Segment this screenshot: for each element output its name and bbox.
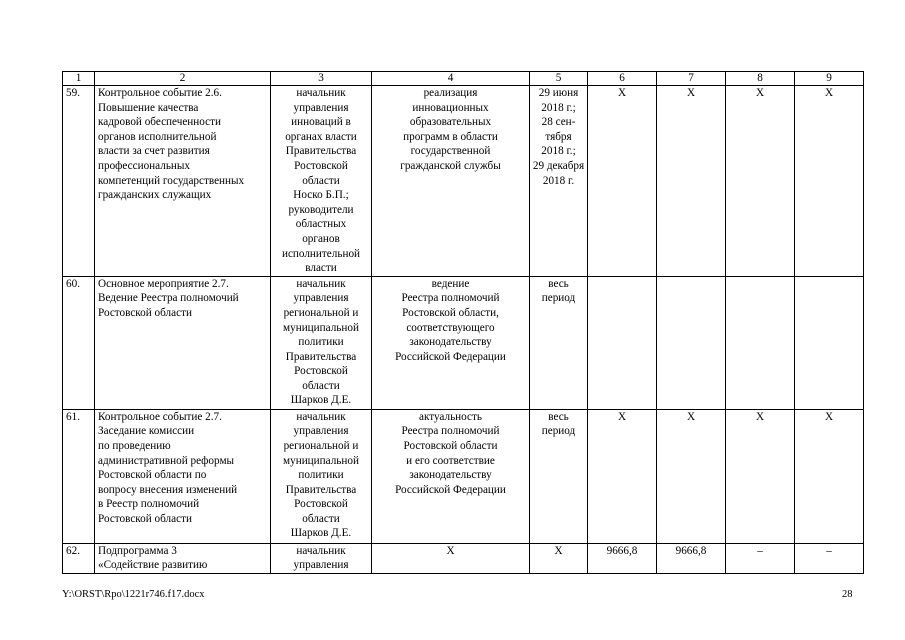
header-cell: 2 (95, 72, 271, 86)
value-col-6 (588, 276, 657, 409)
deadline (530, 543, 588, 573)
cell-line: Х (446, 544, 455, 557)
cell-line: власти за счет развития (98, 145, 210, 158)
table-row (63, 409, 864, 543)
cell-line: области (302, 512, 340, 525)
cell-line: Ростовской (294, 365, 348, 378)
cell-line: региональной и (283, 306, 359, 319)
cell-line: Контрольное событие 2.6. (98, 87, 222, 99)
value-col-6: 9666,8 (588, 543, 657, 573)
cell-line: административной реформы (98, 454, 235, 467)
cell-line: Ведение Реестра полномочий (98, 292, 239, 305)
cell-line: начальник (296, 277, 346, 290)
cell-line: Ростовской области, (402, 306, 499, 319)
cell-line: Ростовской области по (98, 469, 207, 482)
cell-line: 2018 г. (542, 174, 575, 187)
cell-line: компетенций государственных (98, 174, 245, 187)
cell-line: 2018 г.; (541, 101, 576, 114)
cell-line: соответствующего (406, 321, 495, 334)
cell-line: Шарков Д.Е. (290, 394, 352, 407)
value-col-9: – (795, 543, 864, 573)
cell-line: законодательству (409, 336, 492, 349)
value-col-6: Х (588, 409, 657, 543)
cell-line: профессиональных (98, 159, 191, 172)
value-col-7: 9666,8 (657, 543, 726, 573)
value-col-9: Х (795, 409, 864, 543)
header-cell: 7 (657, 72, 726, 86)
cell-line: гражданских служащих (98, 189, 212, 202)
cell-line: Ростовской области (98, 306, 192, 319)
cell-line: органах власти (285, 130, 357, 143)
cell-line: начальник (296, 544, 346, 557)
cell-line: Носко Б.П.; (293, 189, 349, 202)
expected-result (372, 276, 530, 409)
cell-line: законодательству (409, 469, 492, 482)
header-cell: 5 (530, 72, 588, 86)
cell-line: начальник (296, 87, 346, 99)
cell-line: органов исполнительной (98, 130, 217, 143)
cell-line: Х (554, 544, 563, 557)
cell-line: Заседание комиссии (98, 425, 195, 438)
cell-line: Реестра полномочий (401, 425, 500, 438)
cell-line: области (302, 174, 340, 187)
cell-line: Ростовской области (98, 512, 192, 525)
cell-line: политики (298, 469, 344, 482)
expected-result (372, 543, 530, 573)
cell-line: Ростовской (294, 159, 348, 172)
event-name (95, 86, 271, 277)
cell-line: по проведению (98, 439, 171, 452)
cell-line: Российской Федерации (395, 483, 506, 496)
row-number: 60. (63, 276, 95, 409)
cell-line: Подпрограмма 3 (98, 544, 177, 557)
cell-line: Реестра полномочий (401, 292, 500, 305)
responsible-person (271, 276, 372, 409)
deadline (530, 86, 588, 277)
cell-line: вопросу внесения изменений (98, 483, 238, 496)
cell-line: период (541, 292, 576, 305)
cell-line: областных (295, 218, 347, 231)
cell-line: Российской Федерации (395, 350, 506, 363)
page-number: 28 (842, 589, 853, 600)
cell-line: Контрольное событие 2.7. (98, 410, 222, 423)
event-name (95, 543, 271, 573)
expected-result (372, 409, 530, 543)
expected-result (372, 86, 530, 277)
cell-line: в Реестр полномочий (98, 498, 200, 511)
cell-line: образовательных (409, 116, 492, 129)
cell-line: весь (548, 410, 569, 423)
deadline (530, 409, 588, 543)
cell-line: управления (293, 425, 349, 438)
cell-line: инновационных (412, 101, 489, 114)
header-cell: 9 (795, 72, 864, 86)
cell-line: Правительства (285, 350, 357, 363)
value-col-7: Х (657, 86, 726, 277)
cell-line: муниципальной (283, 321, 359, 334)
value-col-8: Х (726, 409, 795, 543)
document-file-path: Y:\ORST\Rpo\1221r746.f17.docx (62, 589, 205, 600)
document-page (62, 71, 864, 574)
cell-line: региональной и (283, 439, 359, 452)
cell-line: Повышение качества (98, 101, 199, 114)
value-col-8: Х (726, 86, 795, 277)
cell-line: управления (293, 559, 349, 572)
row-number: 61. (63, 409, 95, 543)
cell-line: органов (302, 232, 340, 245)
cell-line: управления (293, 292, 349, 305)
header-cell: 6 (588, 72, 657, 86)
value-col-7 (657, 276, 726, 409)
cell-line: тября (545, 130, 572, 143)
value-col-7: Х (657, 409, 726, 543)
cell-line: период (541, 425, 576, 438)
cell-line: Правительства (285, 483, 357, 496)
cell-line: Основное мероприятие 2.7. (98, 277, 229, 290)
header-cell: 4 (372, 72, 530, 86)
cell-line: «Содействие развитию (98, 559, 208, 572)
cell-line: государственной (410, 145, 491, 158)
header-cell: 8 (726, 72, 795, 86)
header-cell: 3 (271, 72, 372, 86)
value-col-8 (726, 276, 795, 409)
row-number: 59. (63, 86, 95, 277)
cell-line: ведение (431, 277, 470, 290)
cell-line: гражданской службы (400, 159, 501, 172)
cell-line: кадровой обеспеченности (98, 116, 221, 129)
cell-line: руководители (288, 203, 354, 216)
responsible-person (271, 409, 372, 543)
value-col-9: Х (795, 86, 864, 277)
cell-line: реализация (423, 87, 478, 99)
table-row (63, 86, 864, 277)
responsible-person (271, 543, 372, 573)
cell-line: инноваций в (291, 116, 351, 129)
cell-line: 2018 г.; (541, 145, 576, 158)
value-col-6: Х (588, 86, 657, 277)
cell-line: политики (298, 336, 344, 349)
cell-line: муниципальной (283, 454, 359, 467)
cell-line: актуальность (418, 410, 482, 423)
cell-line: весь (548, 277, 569, 290)
header-cell: 1 (63, 72, 95, 86)
row-number: 62. (63, 543, 95, 573)
event-name (95, 276, 271, 409)
value-col-8: – (726, 543, 795, 573)
table-row (63, 543, 864, 573)
table-row (63, 276, 864, 409)
cell-line: исполнительной (281, 247, 361, 260)
cell-line: 29 июня (538, 87, 579, 99)
column-number-row (63, 72, 864, 86)
cell-line: Ростовской (294, 498, 348, 511)
cell-line: начальник (296, 410, 346, 423)
cell-line: программ в области (403, 130, 498, 143)
cell-line: области (302, 379, 340, 392)
deadline (530, 276, 588, 409)
event-name (95, 409, 271, 543)
cell-line: управления (293, 101, 349, 114)
cell-line: Шарков Д.Е. (290, 527, 352, 540)
cell-line: 28 сен- (541, 116, 576, 129)
cell-line: и его соответствие (406, 454, 495, 467)
cell-line: Правительства (285, 145, 357, 158)
responsible-person (271, 86, 372, 277)
cell-line: 29 декабря (532, 159, 585, 172)
events-table (62, 71, 864, 574)
value-col-9 (795, 276, 864, 409)
cell-line: власти (305, 262, 337, 275)
cell-line: Ростовской области (403, 439, 498, 452)
